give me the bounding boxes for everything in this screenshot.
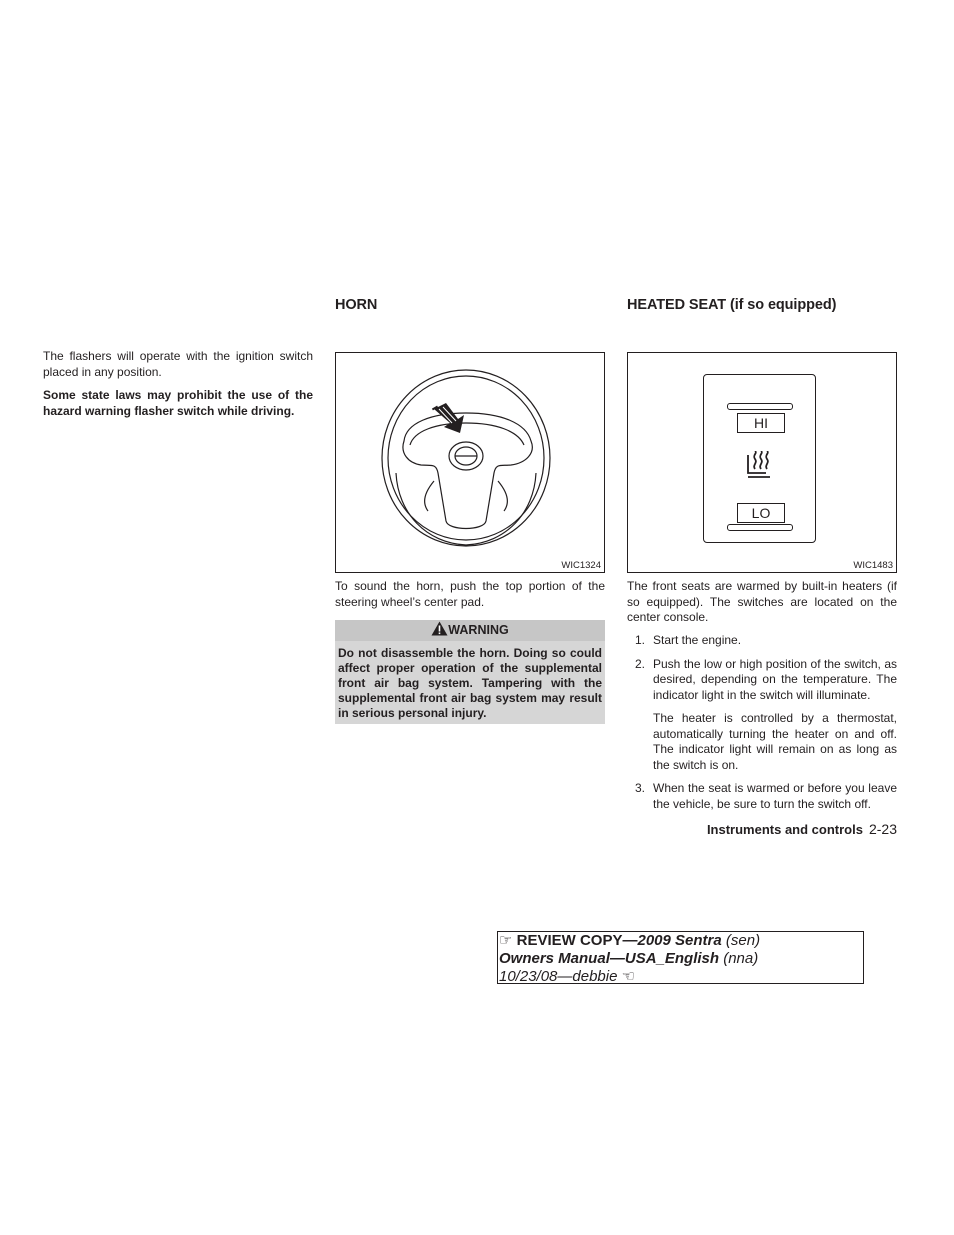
warning-box: [335, 620, 605, 724]
review-copy-box: [497, 931, 864, 984]
heated-seat-figure: [627, 352, 897, 573]
steering-wheel-illustration: [336, 353, 604, 572]
review-line-2: Owners Manual—USA_English (nna): [499, 950, 759, 967]
section-name: Instruments and controls: [706, 822, 863, 837]
left-column: [43, 349, 313, 419]
seat-heater-switch-panel: [703, 374, 816, 543]
state-law-paragraph: Some state laws may prohibit the use of the hazard warning flasher switch while driving.: [43, 388, 313, 418]
heated-seat-heading: HEATED SEAT (if so equipped): [627, 297, 837, 313]
page-number: 2-23: [868, 821, 897, 837]
horn-section: [335, 296, 605, 720]
flasher-paragraph: The flashers will operate with the ignition switch placed in any position.: [43, 349, 313, 379]
horn-figure-label: WIC1324: [561, 560, 601, 571]
step-item: 3. When the seat is warmed or before you leave the vehicle, be sure to turn the switch off.: [635, 781, 897, 811]
indicator-light-top: [727, 403, 793, 410]
warning-triangle-icon: [431, 621, 448, 636]
step-item: 1. Start the engine.: [635, 633, 742, 647]
page-footer: [707, 821, 897, 837]
switch-hi-label: HI: [737, 413, 785, 433]
pointing-hand-left-icon: ☜: [621, 968, 636, 985]
review-line-3: 10/23/08—debbie ☜: [499, 968, 636, 985]
horn-heading: HORN: [335, 297, 378, 313]
seat-heater-icon: [744, 451, 778, 483]
horn-body-text: To sound the horn, push the top portion of the steering wheel’s center pad.: [335, 579, 605, 609]
heated-seat-intro: The front seats are warmed by built-in heaters (if so equipped). The switches are located on the center console.: [627, 579, 897, 624]
heated-seat-figure-label: WIC1483: [853, 560, 893, 571]
pointing-hand-right-icon: ☞: [499, 932, 513, 949]
step-item: 2. Push the low or high position of the switch, as desired, depending on the temperature. The indicator light in the switch will illuminate.: [635, 656, 897, 702]
switch-lo-label: LO: [737, 503, 785, 523]
warning-header: [335, 620, 605, 641]
review-line-1: ☞ REVIEW COPY—2009 Sentra (sen): [499, 932, 761, 949]
heated-seat-steps: [627, 633, 897, 812]
warning-title: WARNING: [448, 623, 509, 637]
heated-seat-section: [627, 296, 897, 811]
horn-figure: [335, 352, 605, 573]
warning-text: Do not disassemble the horn. Doing so could affect proper operation of the supplemental front air bag system. Tampering with the supplemental front air bag system may result in serious personal injury.: [338, 646, 602, 720]
indicator-light-bottom: [727, 524, 793, 531]
step-item: The heater is controlled by a thermostat, automatically turning the heater on and off. The indicator light will remain on as long as the switch is on.: [653, 711, 897, 772]
